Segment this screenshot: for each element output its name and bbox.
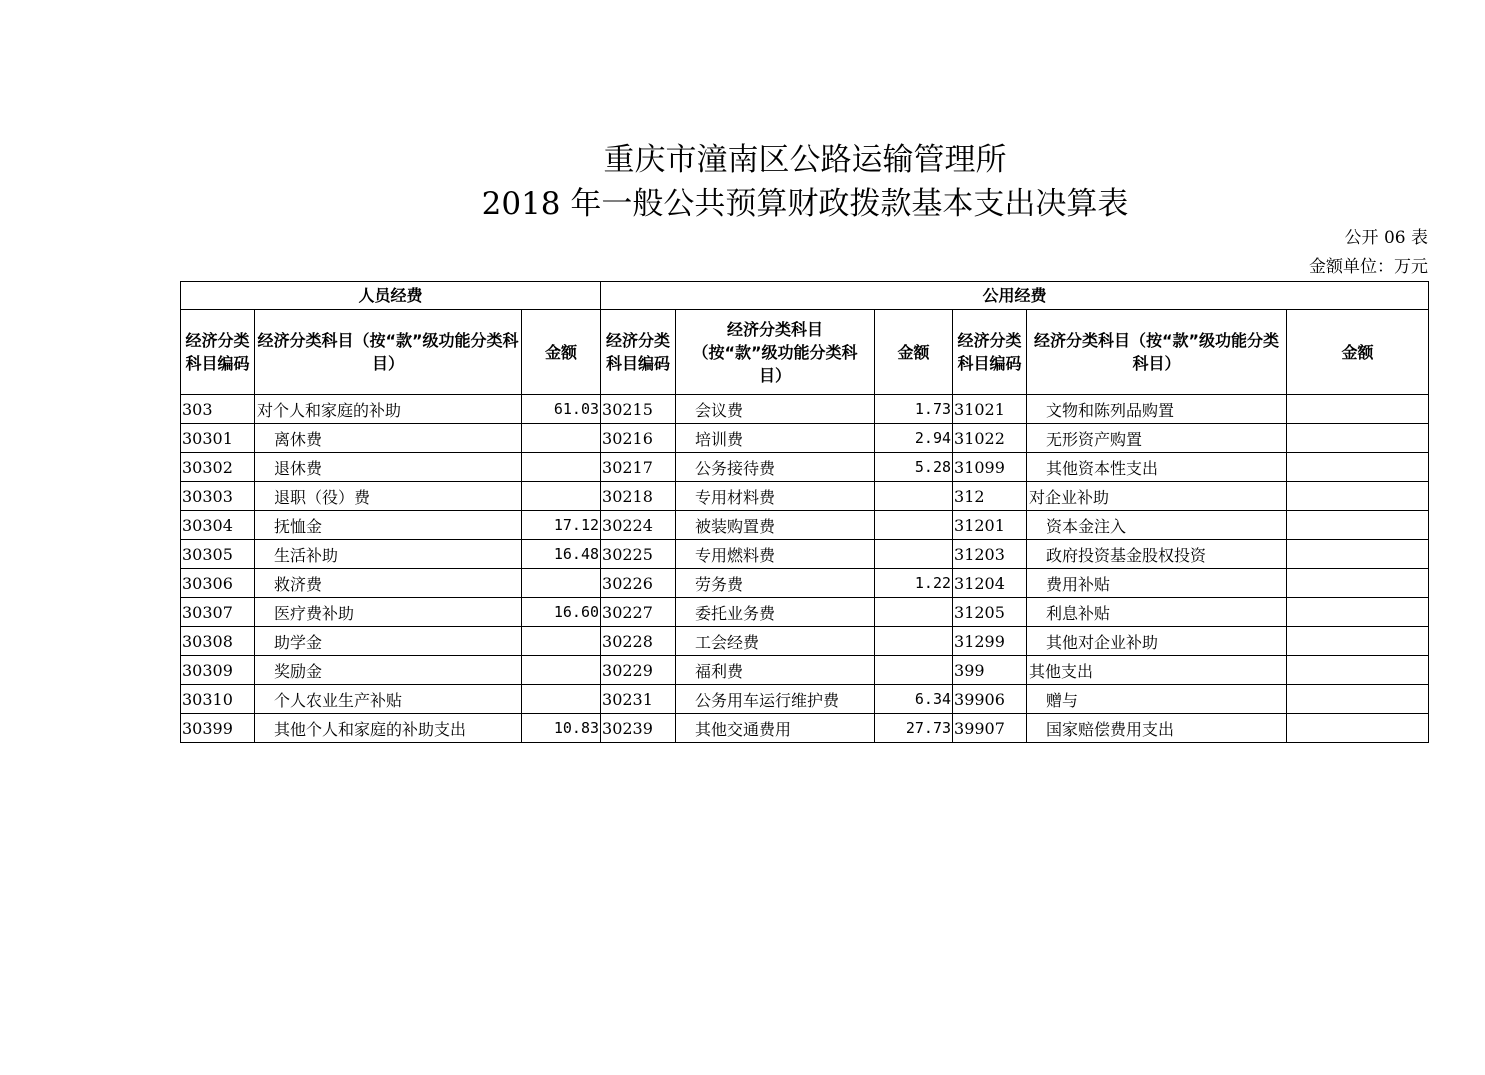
page-subtitle: 2018 年一般公共预算财政拨款基本支出决算表 (481, 186, 1129, 222)
code-cell: 30216 (601, 424, 676, 453)
name-cell: 退休费 (255, 453, 522, 482)
amount-cell (875, 482, 953, 511)
code-cell: 30224 (601, 511, 676, 540)
code-cell: 31021 (953, 395, 1027, 424)
code-cell: 30226 (601, 569, 676, 598)
code-cell: 30218 (601, 482, 676, 511)
code-cell: 312 (953, 482, 1027, 511)
amount-cell (875, 540, 953, 569)
code-cell: 30215 (601, 395, 676, 424)
group-public: 公用经费 (601, 282, 1429, 310)
name-cell: 其他个人和家庭的补助支出 (255, 714, 522, 743)
amount-unit: 金额单位：万元 (1309, 257, 1428, 277)
code-cell: 30217 (601, 453, 676, 482)
code-cell: 30307 (181, 598, 255, 627)
expenditure-table (180, 281, 1429, 743)
table-row (181, 453, 1429, 482)
header-code: 经济分类科目编码 (953, 310, 1027, 395)
form-number: 公开 06 表 (1344, 228, 1428, 248)
name-cell: 对个人和家庭的补助 (255, 395, 522, 424)
amount-cell: 17.12 (522, 511, 601, 540)
amount-cell (522, 424, 601, 453)
code-cell: 30229 (601, 656, 676, 685)
code-cell: 30305 (181, 540, 255, 569)
name-cell: 对企业补助 (1027, 482, 1287, 511)
amount-cell: 6.34 (875, 685, 953, 714)
name-cell: 退职（役）费 (255, 482, 522, 511)
name-cell: 委托业务费 (676, 598, 875, 627)
amount-cell (1287, 714, 1429, 743)
header-code: 经济分类科目编码 (181, 310, 255, 395)
name-cell: 生活补助 (255, 540, 522, 569)
name-cell: 资本金注入 (1027, 511, 1287, 540)
amount-cell (1287, 511, 1429, 540)
header-amount: 金额 (522, 310, 601, 395)
amount-cell: 27.73 (875, 714, 953, 743)
header-amount: 金额 (1287, 310, 1429, 395)
code-cell: 31099 (953, 453, 1027, 482)
group-personnel: 人员经费 (181, 282, 601, 310)
code-cell: 30304 (181, 511, 255, 540)
code-cell: 30306 (181, 569, 255, 598)
amount-cell (1287, 627, 1429, 656)
header-code: 经济分类科目编码 (601, 310, 676, 395)
header-amount: 金额 (875, 310, 953, 395)
name-cell: 奖励金 (255, 656, 522, 685)
name-cell: 被装购置费 (676, 511, 875, 540)
code-cell: 30308 (181, 627, 255, 656)
amount-cell (1287, 453, 1429, 482)
name-cell: 抚恤金 (255, 511, 522, 540)
amount-cell: 1.73 (875, 395, 953, 424)
amount-cell (522, 656, 601, 685)
amount-cell (1287, 395, 1429, 424)
amount-cell (875, 598, 953, 627)
table-row (181, 685, 1429, 714)
amount-cell: 16.60 (522, 598, 601, 627)
code-cell: 30310 (181, 685, 255, 714)
amount-cell: 10.83 (522, 714, 601, 743)
amount-cell (522, 627, 601, 656)
amount-cell: 1.22 (875, 569, 953, 598)
name-cell: 公务接待费 (676, 453, 875, 482)
amount-cell (1287, 569, 1429, 598)
name-cell: 个人农业生产补贴 (255, 685, 522, 714)
name-cell: 专用材料费 (676, 482, 875, 511)
header-name: 经济分类科目（按“款”级功能分类科目） (676, 310, 875, 395)
amount-cell (1287, 424, 1429, 453)
amount-cell: 2.94 (875, 424, 953, 453)
header-name: 经济分类科目（按“款”级功能分类科目） (1027, 310, 1287, 395)
amount-cell (1287, 540, 1429, 569)
name-cell: 其他交通费用 (676, 714, 875, 743)
code-cell: 39906 (953, 685, 1027, 714)
code-cell: 30399 (181, 714, 255, 743)
amount-cell: 5.28 (875, 453, 953, 482)
code-cell: 30301 (181, 424, 255, 453)
amount-cell (1287, 656, 1429, 685)
table-row (181, 540, 1429, 569)
code-cell: 39907 (953, 714, 1027, 743)
amount-cell (522, 453, 601, 482)
code-cell: 30228 (601, 627, 676, 656)
name-cell: 国家赔偿费用支出 (1027, 714, 1287, 743)
code-cell: 31201 (953, 511, 1027, 540)
code-cell: 30239 (601, 714, 676, 743)
code-cell: 30225 (601, 540, 676, 569)
name-cell: 劳务费 (676, 569, 875, 598)
amount-cell (875, 511, 953, 540)
name-cell: 其他资本性支出 (1027, 453, 1287, 482)
code-cell: 30231 (601, 685, 676, 714)
amount-cell (522, 685, 601, 714)
name-cell: 助学金 (255, 627, 522, 656)
name-cell: 利息补贴 (1027, 598, 1287, 627)
code-cell: 303 (181, 395, 255, 424)
name-cell: 专用燃料费 (676, 540, 875, 569)
amount-cell (1287, 482, 1429, 511)
page-title: 重庆市潼南区公路运输管理所 (603, 142, 1007, 178)
code-cell: 31204 (953, 569, 1027, 598)
name-cell: 医疗费补助 (255, 598, 522, 627)
code-cell: 30227 (601, 598, 676, 627)
amount-cell: 61.03 (522, 395, 601, 424)
code-cell: 30303 (181, 482, 255, 511)
name-cell: 培训费 (676, 424, 875, 453)
table-row (181, 627, 1429, 656)
name-cell: 其他对企业补助 (1027, 627, 1287, 656)
table-row (181, 511, 1429, 540)
name-cell: 其他支出 (1027, 656, 1287, 685)
table-row (181, 598, 1429, 627)
name-cell: 无形资产购置 (1027, 424, 1287, 453)
amount-cell (875, 656, 953, 685)
amount-cell (1287, 685, 1429, 714)
code-cell: 30309 (181, 656, 255, 685)
table-row (181, 482, 1429, 511)
amount-cell (522, 569, 601, 598)
code-cell: 31022 (953, 424, 1027, 453)
header-name: 经济分类科目（按“款”级功能分类科目） (255, 310, 522, 395)
name-cell: 文物和陈列品购置 (1027, 395, 1287, 424)
name-cell: 离休费 (255, 424, 522, 453)
table-row (181, 656, 1429, 685)
table-row (181, 424, 1429, 453)
code-cell: 31203 (953, 540, 1027, 569)
amount-cell (1287, 598, 1429, 627)
code-cell: 399 (953, 656, 1027, 685)
code-cell: 31205 (953, 598, 1027, 627)
table-row (181, 569, 1429, 598)
name-cell: 会议费 (676, 395, 875, 424)
amount-cell (522, 482, 601, 511)
code-cell: 30302 (181, 453, 255, 482)
name-cell: 费用补贴 (1027, 569, 1287, 598)
amount-cell: 16.48 (522, 540, 601, 569)
name-cell: 救济费 (255, 569, 522, 598)
name-cell: 福利费 (676, 656, 875, 685)
name-cell: 赠与 (1027, 685, 1287, 714)
table-row (181, 714, 1429, 743)
code-cell: 31299 (953, 627, 1027, 656)
name-cell: 工会经费 (676, 627, 875, 656)
table-row (181, 395, 1429, 424)
name-cell: 政府投资基金股权投资 (1027, 540, 1287, 569)
amount-cell (875, 627, 953, 656)
name-cell: 公务用车运行维护费 (676, 685, 875, 714)
